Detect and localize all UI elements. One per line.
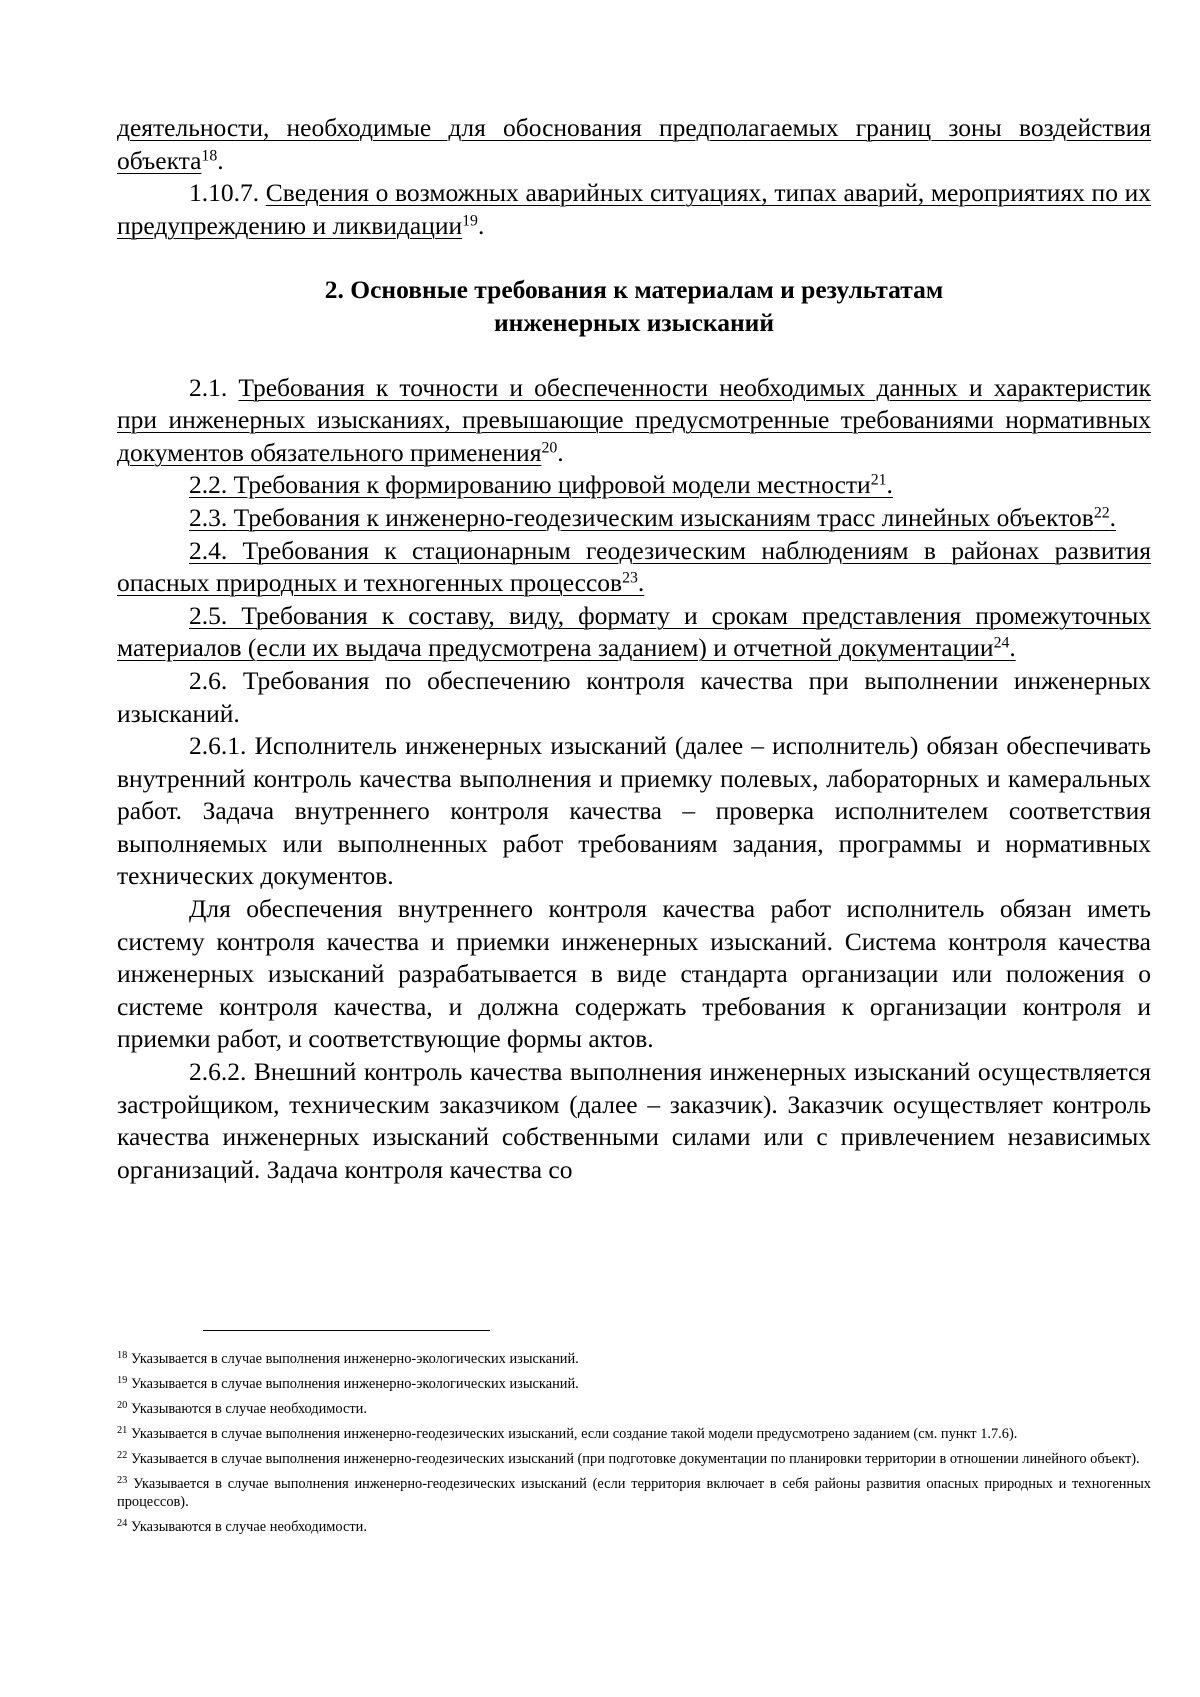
section-2-title-line-1: 2. Основные требования к материалам и результатам (324, 275, 944, 305)
paragraph-1-10-7: 1.10.7. Сведения о возможных аварийных ситуациях, типах аварий, мероприятиях по их предупреждению и ликвидации$^{19}$. (117, 178, 1152, 240)
footnote-number: 18 (117, 1349, 128, 1361)
paragraph-2-1: 2.1. Требования к точности и обеспеченности необходимых данных и характеристик при инженерных изысканиях, превышающие предусмотренные требованиями нормативных документов обязательного применения$^{20}$. (117, 372, 1152, 467)
paragraph-number: 1.10.7. (189, 178, 260, 208)
paragraph-2-6 (117, 665, 1151, 730)
paragraph-number: 2.1. (189, 372, 228, 402)
footnote-number: 19 (117, 1374, 128, 1386)
paragraph-text: Требования к инженерно-геодезическим изысканиям трасс линейных объектов (233, 502, 1094, 532)
body-text (117, 112, 1151, 1186)
footnote-text: Указываются в случае необходимости. (130, 1401, 367, 1417)
footnote-23 (117, 1475, 1151, 1511)
footnotes (117, 1350, 1151, 1543)
footnote-22 (117, 1450, 1151, 1468)
footnote-ref-19[interactable]: 19 (462, 212, 478, 230)
paragraph-2-4: 2.4. Требования к стационарным геодезическим наблюдениям в районах развития опасных природных и техногенных процессов$^{23}$. (117, 535, 1152, 598)
paragraph-number: 2.2. (189, 470, 228, 500)
footnote-text: Указывается в случае выполнения инженерно-геодезических изысканий (при подготовке документации по планировки территории в отношении линейного объект). (130, 1451, 1140, 1467)
paragraph-number: 2.3. (189, 502, 228, 532)
paragraph-text: Требования по обеспечению контроля качества при выполнении инженерных изысканий. (117, 665, 1152, 728)
footnote-19 (117, 1375, 1151, 1393)
paragraph-number: 2.6.2. (189, 1057, 247, 1087)
footnote-20 (117, 1400, 1151, 1418)
footnote-text: Указывается в случае выполнения инженерно-экологических изысканий. (130, 1351, 579, 1367)
intro-paragraph: деятельности, необходимые для обоснования предполагаемых границ зоны воздействия объекта$^{18}$. (117, 113, 1151, 175)
footnote-number: 20 (117, 1399, 128, 1411)
footnote-text: Указывается в случае выполнения инженерно-геодезических изысканий (если территория включает в себя районы развития опасных природных и техногенных процессов). (117, 1476, 1151, 1510)
paragraph-text: Требования к составу, виду, формату и срокам представления промежуточных материалов (если их выдача предусмотрена заданием) и отчетной документации (117, 600, 1152, 663)
footnote-ref-22[interactable]: 22 (1093, 504, 1110, 522)
paragraph-number: 2.5. (189, 600, 228, 630)
footnote-number: 21 (117, 1424, 128, 1436)
paragraph-text: Исполнитель инженерных изысканий (далее – исполнитель) обязан обеспечивать внутренний контроль качества выполнения и приемку полевых, лабораторных и камеральных работ. Задача внутреннего контроля качества – проверка исполнителем соответствия выполняемых или выполненных работ требованиям задания, программы и нормативных технических документов. (117, 731, 1151, 891)
paragraph-2-3: 2.3. Требования к инженерно-геодезическим изысканиям трасс линейных объектов$^{22}$. (189, 502, 1116, 532)
footnote-18 (117, 1350, 1151, 1368)
paragraph-number: 2.6. (189, 665, 228, 695)
paragraph-text: Требования к формированию цифровой модели местности (233, 470, 871, 500)
footnote-number: 22 (117, 1449, 128, 1461)
footnote-text: Указывается в случае выполнения инженерно-геодезических изысканий, если создание такой модели предусмотрено заданием (см. пункт 1.7.6). (130, 1426, 1018, 1442)
paragraph-2-6-1 (117, 730, 1151, 893)
paragraph-number: 2.6.1. (189, 731, 247, 761)
paragraph-text: Внешний контроль качества выполнения инженерных изысканий осуществляется застройщиком, техническим заказчиком (далее – заказчик). Заказчик осуществляет контроль качества инженерных изысканий собственными силами или с привлечением независимых организаций. Задача контроля качества со (117, 1057, 1151, 1184)
footnote-ref-23[interactable]: 23 (622, 569, 638, 587)
paragraph-2-2: 2.2. Требования к формированию цифровой модели местности$^{21}$. (189, 470, 893, 500)
footnote-text: Указываются в случае необходимости. (130, 1519, 367, 1535)
paragraph-2-6-2 (117, 1056, 1151, 1186)
footnote-number: 24 (117, 1517, 128, 1529)
footnote-text: Указывается в случае выполнения инженерно-экологических изысканий. (130, 1376, 579, 1392)
footnote-number: 23 (117, 1474, 128, 1486)
footnote-24 (117, 1518, 1151, 1536)
section-2-title-line-2: инженерных изысканий (493, 307, 775, 337)
footnote-ref-18[interactable]: 18 (201, 146, 218, 164)
footnote-ref-24[interactable]: 24 (993, 634, 1010, 652)
footnote-ref-20[interactable]: 20 (541, 439, 558, 457)
paragraph-text: Требования к стационарным геодезическим наблюдениям в районах развития опасных природных и техногенных процессов (117, 535, 1152, 598)
paragraph-number: 2.4. (189, 535, 228, 565)
footnote-ref-21[interactable]: 21 (870, 471, 887, 489)
paragraph-2-5: 2.5. Требования к составу, виду, формату и срокам представления промежуточных материалов (если их выдача предусмотрена заданием) и отчетной документации$^{24}$. (117, 600, 1152, 663)
section-2-heading (117, 242, 1151, 371)
paragraph-text: Сведения о возможных аварийных ситуациях, типах аварий, мероприятиях по их предупреждению и ликвидации (117, 178, 1152, 240)
paragraph-text: Требования к точности и обеспеченности необходимых данных и характеристик при инженерных изысканиях, превышающие предусмотренные требованиями нормативных документов обязательного применения (117, 372, 1152, 467)
footnote-separator (203, 1330, 490, 1331)
intro-text: деятельности, необходимые для обоснования предполагаемых границ зоны воздействия объекта (117, 113, 1151, 175)
footnote-21 (117, 1425, 1151, 1443)
paragraph-internal-control: Для обеспечения внутреннего контроля качества работ исполнитель обязан иметь систему контроля качества и приемки инженерных изысканий. Система контроля качества инженерных изысканий разрабатывается в виде стандарта организации или положения о системе контроля качества, и должна содержать требования к организации контроля и приемки работ, и соответствующие формы актов. (117, 894, 1151, 1054)
